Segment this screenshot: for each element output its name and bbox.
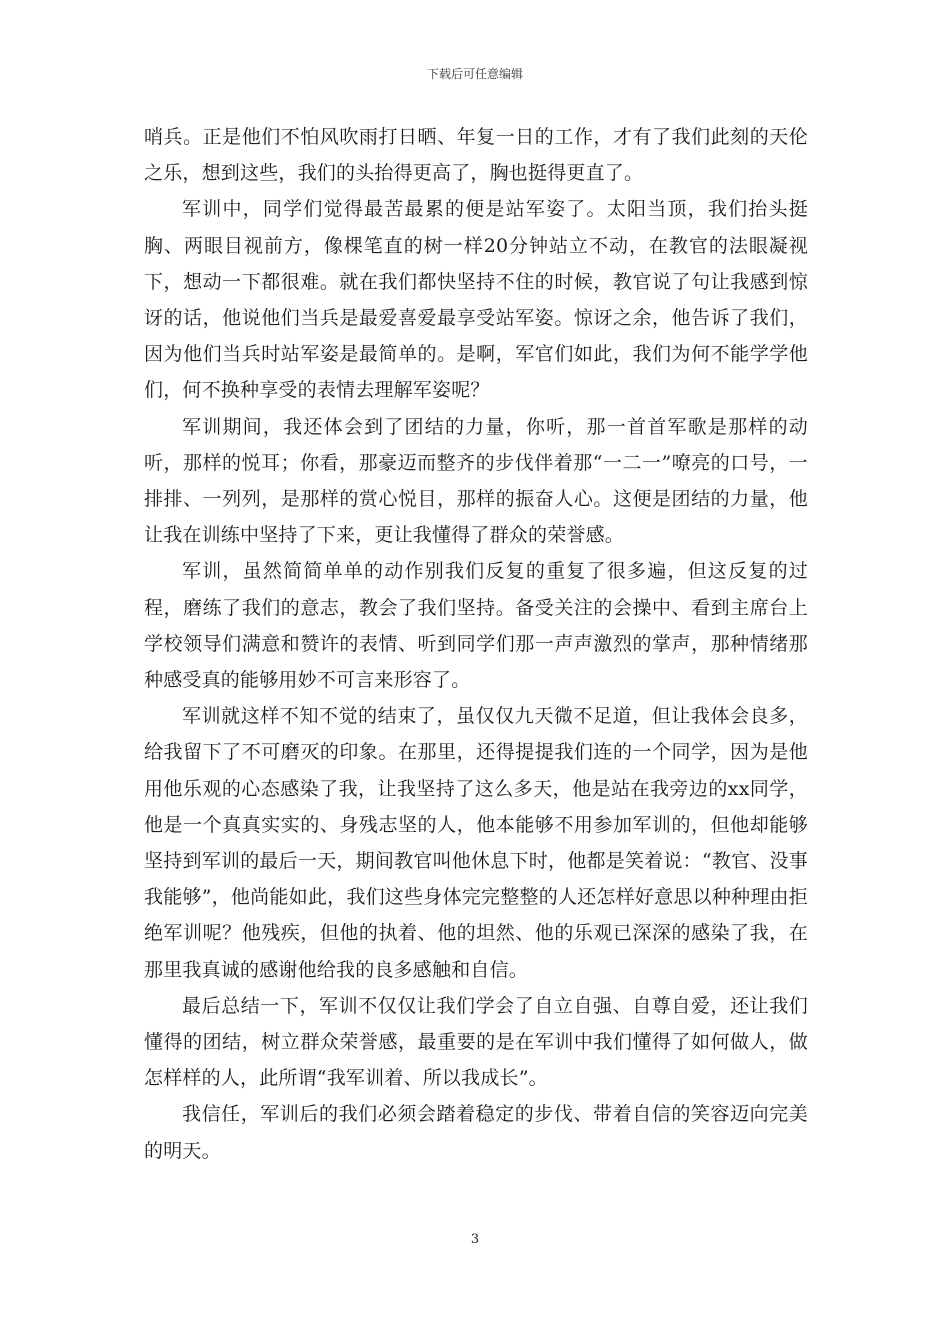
paragraph-continuation: 哨兵。正是他们不怕风吹雨打日晒、年复一日的工作，才有了我们此刻的天伦之乐，想到这些，我们的头抬得更高了，胸也挺得更直了。 xyxy=(144,126,808,185)
paragraph-military-stance: 军训中，同学们觉得最苦最累的便是站军姿了。太阳当顶，我们抬头挺胸、两眼目视前方，像棵笔直的树一样20分钟站立不动，在教官的法眼凝视下，想动一下都很难。就在我们都快坚持不住的时候，教官说了句让我感到惊讶的话，他说他们当兵是最爱喜爱最享受站军姿。惊讶之余，他告诉了我们，因为他们当兵时站军姿是最简单的。是啊，军官们如此，我们为何不能学学他们，何不换种享受的表情去理解军姿呢？ xyxy=(144,198,808,402)
page-header-note: 下载后可任意编辑 xyxy=(426,67,523,81)
document-body xyxy=(144,119,808,1169)
paragraph-persistence: 军训，虽然简简单单的动作别我们反复的重复了很多遍，但这反复的过程，磨练了我们的意志，教会了我们坚持。备受关注的会操中、看到主席台上学校领导们满意和赞许的表情、听到同学们那一声声激烈的掌声，那种情绪那种感受真的能够用妙不可言来形容了。 xyxy=(144,560,808,692)
paragraph-summary: 最后总结一下，军训不仅仅让我们学会了自立自强、自尊自爱，还让我们懂得的团结，树立群众荣誉感，最重要的是在军训中我们懂得了如何做人，做怎样样的人，此所谓“我军训着、所以我成长”。 xyxy=(144,994,808,1090)
paragraph-unity: 军训期间，我还体会到了团结的力量，你听，那一首首军歌是那样的动听，那样的悦耳；你看，那豪迈而整齐的步伐伴着那“一二一”嘹亮的口号，一排排、一列列，是那样的赏心悦目，那样的振奋人心。这便是团结的力量，他让我在训练中坚持了下来，更让我懂得了群众的荣誉感。 xyxy=(144,415,808,547)
paragraph-classmate: 军训就这样不知不觉的结束了，虽仅仅九天微不足道，但让我体会良多，给我留下了不可磨灭的印象。在那里，还得提提我们连的一个同学，因为是他用他乐观的心态感染了我，让我坚持了这么多天，他是站在我旁边的xx同学，他是一个真真实实的、身残志坚的人，他本能够不用参加军训的，但他却能够坚持到军训的最后一天，期间教官叫他休息下时，他都是笑着说：“教官、没事我能够”，他尚能如此，我们这些身体完完整整的人还怎样好意思以种种理由拒绝军训呢？他残疾，但他的执着、他的坦然、他的乐观已深深的感染了我，在那里我真诚的感谢他给我的良多感触和自信。 xyxy=(144,705,808,981)
page-number: 3 xyxy=(470,1232,480,1247)
paragraph-conclusion: 我信任，军训后的我们必须会踏着稳定的步伐、带着自信的笑容迈向完美的明天。 xyxy=(144,1103,808,1162)
